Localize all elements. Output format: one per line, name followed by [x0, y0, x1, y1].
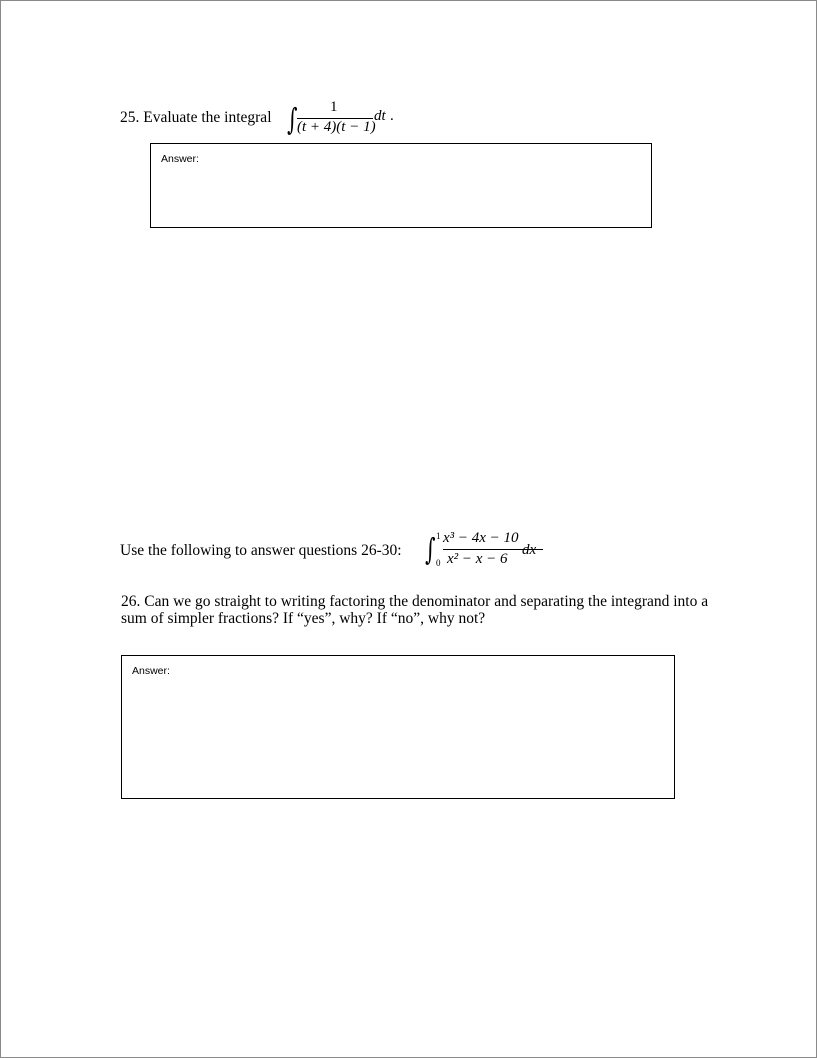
shared-differential: dx — [522, 542, 537, 558]
upper-limit: 1 — [436, 531, 441, 541]
q25-period: . — [390, 108, 394, 124]
q26-answer-label: Answer: — [132, 665, 170, 677]
q26-text: 26. Can we go straight to writing factoring the denominator and separating the integrand into a sum of simpler fractions? If “yes”, why? If “no”, why not? — [121, 593, 709, 627]
q25-prompt: 25. Evaluate the integral — [120, 109, 272, 126]
integral-sign: ∫ — [425, 531, 436, 567]
shared-integral — [425, 527, 565, 577]
q26-answer-box[interactable] — [121, 655, 675, 799]
lower-limit: 0 — [436, 558, 441, 568]
q25-denominator: (t + 4)(t − 1) — [297, 119, 376, 135]
shared-prompt: Use the following to answer questions 26-30: — [120, 542, 402, 559]
q25-integral — [287, 95, 417, 145]
shared-denominator: x² − x − 6 — [447, 551, 508, 567]
q25-answer-box[interactable] — [150, 143, 652, 228]
q25-differential: dt — [374, 108, 386, 124]
q25-answer-label: Answer: — [161, 153, 199, 165]
integral-sign: ∫ — [287, 101, 298, 137]
shared-numerator: x³ − 4x − 10 — [443, 530, 519, 546]
q25-numerator: 1 — [330, 99, 338, 115]
